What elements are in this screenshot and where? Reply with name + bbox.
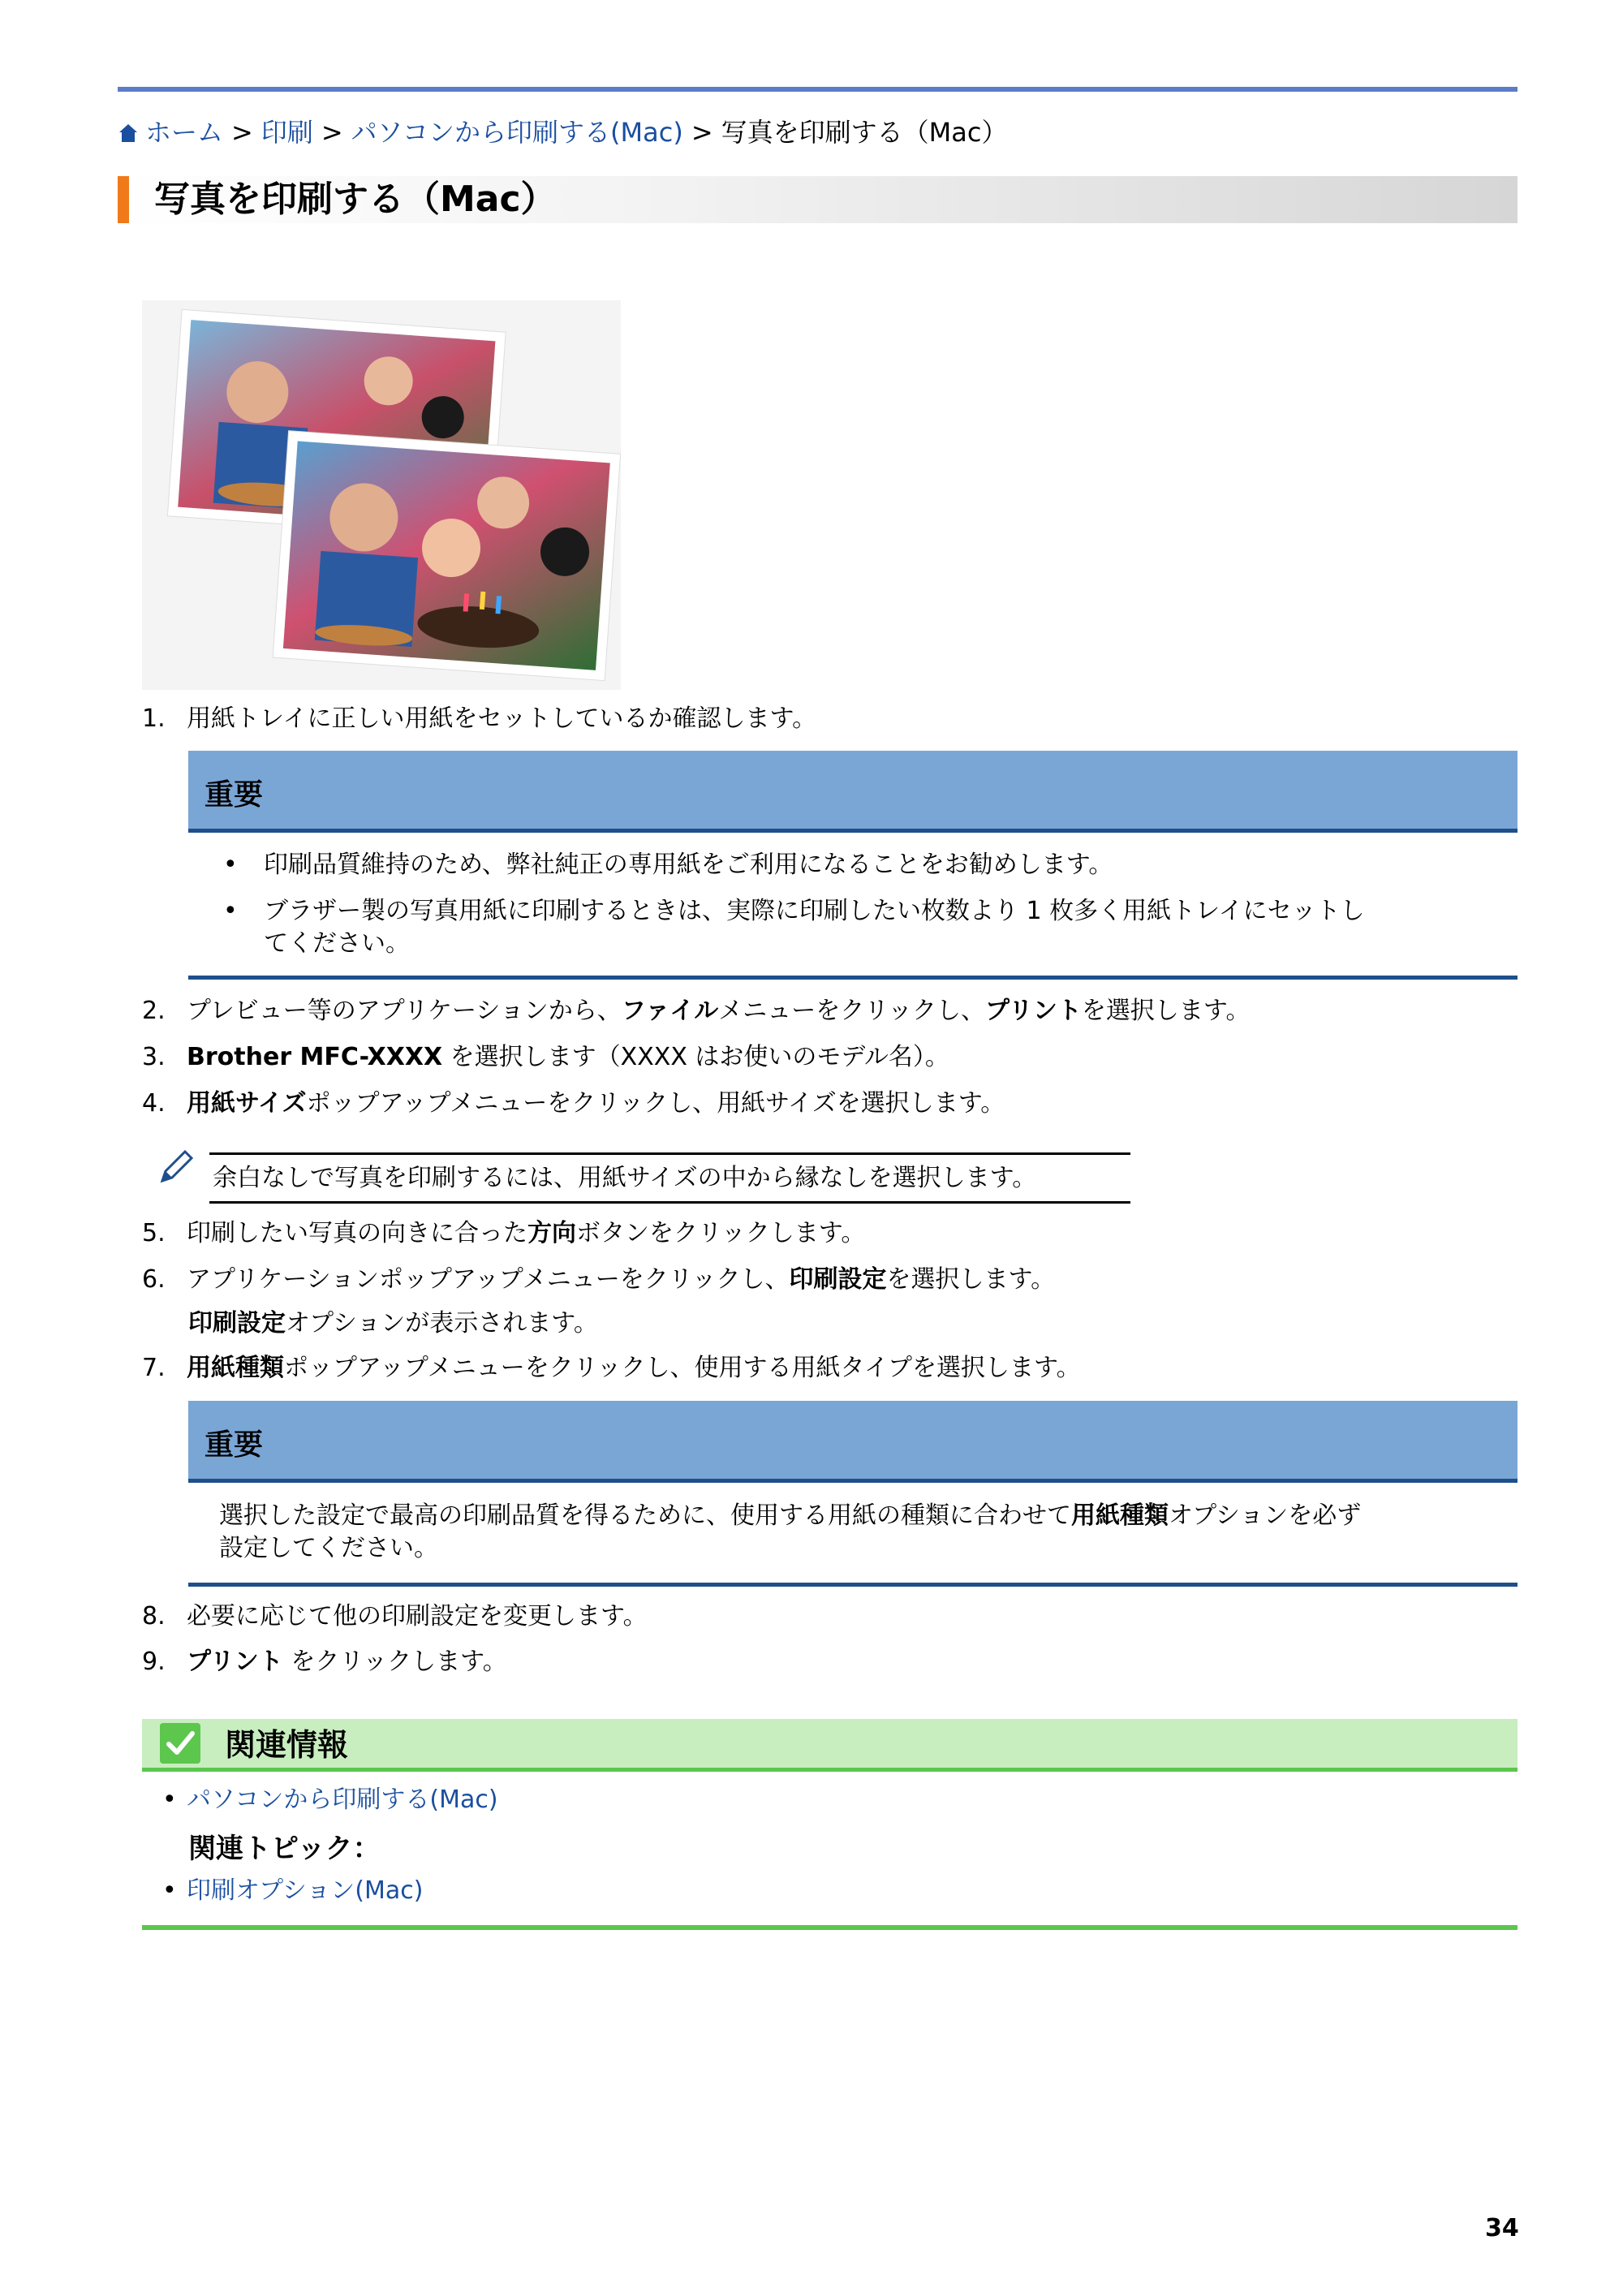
- step-text: を選択します。: [1081, 997, 1251, 1025]
- step-text: を選択します（XXXX はお使いのモデル名）。: [442, 1043, 949, 1071]
- step-6-subtext: [188, 1307, 598, 1340]
- step-9: [142, 1646, 507, 1678]
- step-8: [142, 1600, 648, 1633]
- step-number: 6.: [142, 1265, 166, 1294]
- important-box-2-bottom: [188, 1583, 1518, 1587]
- breadcrumb-link-print[interactable]: 印刷: [260, 117, 313, 148]
- option-media-type: 用紙種類: [187, 1354, 284, 1382]
- step-2: [142, 995, 1250, 1027]
- step-text: アプリケーションポップアップメニューをクリックし、: [187, 1265, 790, 1294]
- step-number: 4.: [142, 1089, 166, 1118]
- step-text: ポップアップメニューをクリックし、使用する用紙タイプを選択します。: [284, 1354, 1081, 1382]
- breadcrumb: [118, 114, 1007, 150]
- step-number: 9.: [142, 1648, 166, 1676]
- button-name-print: プリント: [187, 1648, 283, 1676]
- step-text: オプションが表示されます。: [286, 1309, 598, 1338]
- important-bullet-2: [223, 895, 1365, 960]
- related-info-bottom-rule: [142, 1925, 1518, 1930]
- step-text: を選択します。: [886, 1265, 1056, 1294]
- bullet-text: ブラザー製の写真用紙に印刷するときは、実際に印刷したい枚数より 1 枚多く用紙トレイにセットし: [264, 897, 1365, 925]
- step-text: ポップアップメニューをクリックし、用紙サイズを選択します。: [306, 1089, 1005, 1118]
- step-3: [142, 1041, 949, 1074]
- title-accent: [118, 176, 129, 223]
- step-number: 8.: [142, 1602, 166, 1630]
- breadcrumb-home[interactable]: ホーム: [145, 117, 224, 148]
- step-text: 印刷したい写真の向きに合った: [187, 1219, 527, 1247]
- important-box-2-header: [188, 1401, 1518, 1483]
- note-top-rule: [209, 1152, 1130, 1155]
- step-number: 1.: [142, 704, 166, 733]
- photo-prints-illustration: [142, 300, 621, 690]
- step-7: [142, 1352, 1081, 1385]
- model-name: Brother MFC-XXXX: [187, 1043, 443, 1071]
- step-number: 7.: [142, 1354, 166, 1382]
- bullet-text-cont: てください。: [264, 929, 410, 958]
- option-print-settings: 印刷設定: [188, 1309, 286, 1338]
- related-link-pc-print[interactable]: パソコンから印刷する(Mac): [187, 1786, 498, 1814]
- step-1: [142, 703, 816, 735]
- note-bottom-rule: [209, 1201, 1130, 1204]
- page-number: 34: [1485, 2214, 1519, 2242]
- important-text: オプションを必ず: [1169, 1501, 1362, 1530]
- breadcrumb-link-pc-print[interactable]: パソコンから印刷する(Mac): [351, 117, 683, 148]
- related-link-item: [162, 1784, 498, 1816]
- note-text: 余白なしで写真を印刷するには、用紙サイズの中から縁なしを選択します。: [213, 1164, 1037, 1192]
- related-link-print-options[interactable]: 印刷オプション(Mac): [187, 1876, 424, 1905]
- bullet-dot: •: [223, 897, 238, 925]
- bullet-text: 印刷品質維持のため、弊社純正の専用紙をご利用になることをお勧めします。: [264, 851, 1113, 879]
- option-print-settings: 印刷設定: [789, 1265, 887, 1294]
- important-box-1-bottom: [188, 976, 1518, 980]
- important-label: 重要: [204, 778, 264, 812]
- breadcrumb-separator: >: [321, 117, 343, 148]
- important-label: 重要: [204, 1428, 264, 1462]
- option-paper-size: 用紙サイズ: [187, 1089, 307, 1118]
- related-topics-label: 関連トピック：: [188, 1833, 381, 1865]
- step-6: [142, 1264, 1055, 1296]
- related-info-header: [142, 1719, 1518, 1772]
- important-bullet-1: [223, 849, 1113, 881]
- step-text: メニューをクリックし、: [718, 997, 986, 1025]
- menu-name-print: プリント: [985, 997, 1082, 1025]
- bullet-dot: •: [223, 851, 238, 879]
- important-2-text: [219, 1500, 1361, 1565]
- step-text: 必要に応じて他の印刷設定を変更します。: [187, 1602, 648, 1630]
- breadcrumb-separator: >: [231, 117, 253, 148]
- step-text: 用紙トレイに正しい用紙をセットしているか確認します。: [187, 704, 817, 733]
- important-text: 設定してください。: [219, 1534, 438, 1562]
- bullet-dot: •: [162, 1876, 177, 1905]
- step-number: 3.: [142, 1043, 166, 1071]
- breadcrumb-separator: >: [691, 117, 713, 148]
- step-text: をクリックします。: [282, 1648, 507, 1676]
- important-box-1-header: [188, 751, 1518, 833]
- pencil-icon: [156, 1147, 196, 1187]
- checkmark-icon: [160, 1723, 200, 1764]
- important-text: 選択した設定で最高の印刷品質を得るために、使用する用紙の種類に合わせて: [219, 1501, 1071, 1530]
- step-text: プレビュー等のアプリケーションから、: [187, 997, 622, 1025]
- step-text: ボタンをクリックします。: [576, 1219, 866, 1247]
- title-bar: [118, 176, 1518, 223]
- option-orientation: 方向: [527, 1219, 576, 1247]
- menu-name-file: ファイル: [621, 997, 719, 1025]
- bullet-dot: •: [162, 1786, 177, 1814]
- option-media-type: 用紙種類: [1071, 1501, 1169, 1530]
- step-number: 2.: [142, 997, 166, 1025]
- breadcrumb-current: 写真を印刷する（Mac）: [721, 117, 1008, 148]
- page-title: 写真を印刷する（Mac）: [154, 179, 557, 220]
- home-icon[interactable]: [118, 123, 139, 144]
- related-info-title: 関連情報: [225, 1727, 349, 1763]
- step-4: [142, 1088, 1005, 1120]
- top-rule: [118, 87, 1518, 92]
- related-topic-item: [162, 1875, 424, 1907]
- step-5: [142, 1217, 865, 1250]
- step-number: 5.: [142, 1219, 166, 1247]
